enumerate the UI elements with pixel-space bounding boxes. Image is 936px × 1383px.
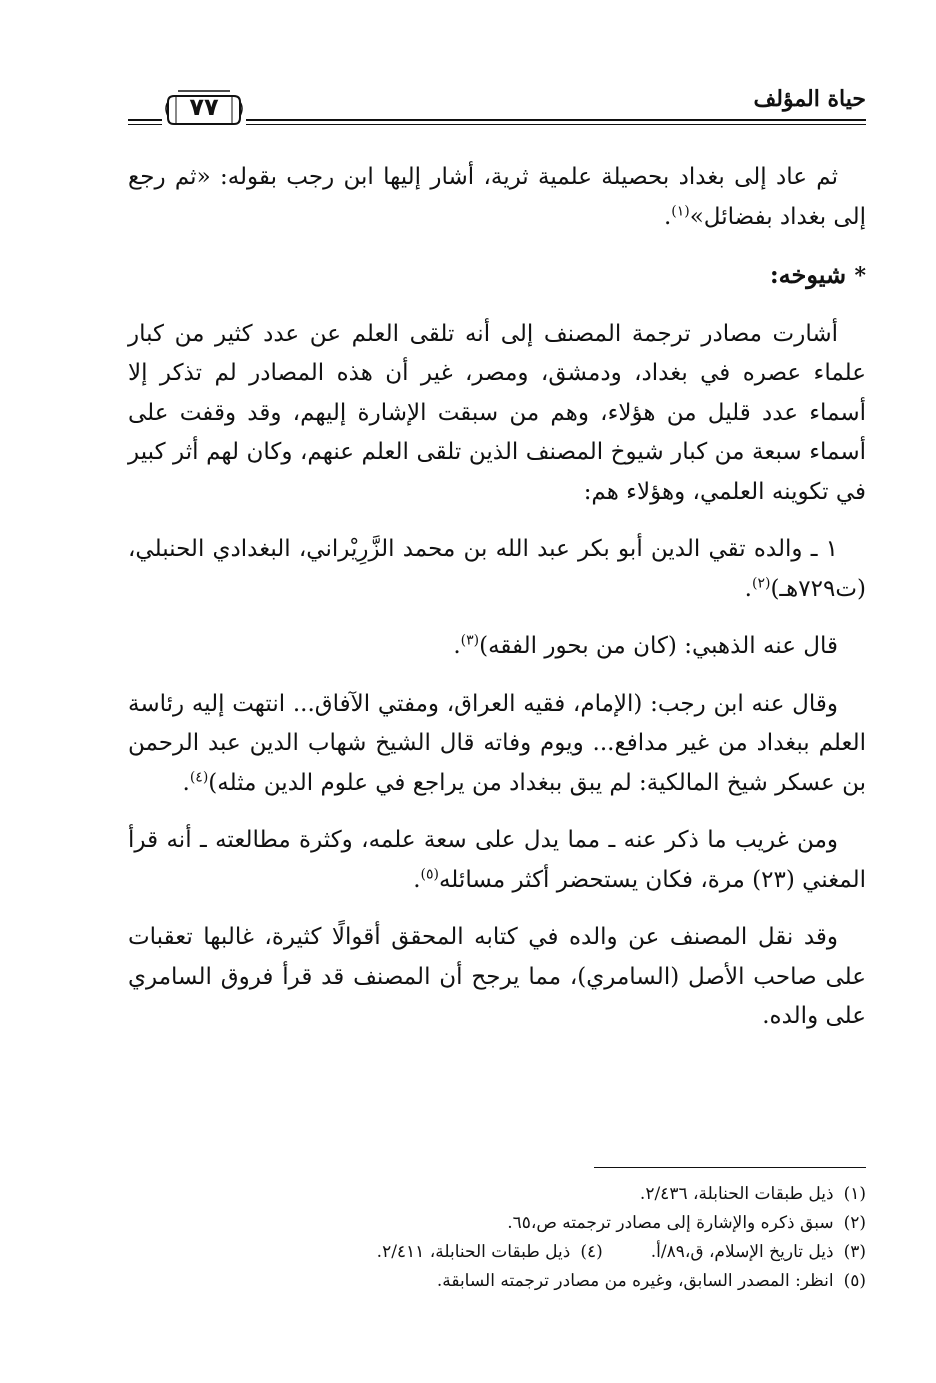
paragraph: أشارت مصادر ترجمة المصنف إلى أنه تلقى العلم عن عدد كثير من كبار علماء عصره في بغداد، ودمشق، ومصر، غير أن هذه المصادر لم تذكر إلا أسماء عدد قليل من هؤلاء، وهم من سبقت الإشارة إليهم، وقد وقفت على أسماء سبعة من كبار شيوخ المصنف الذين تلقى العلم عنهم، وكان لهم أثر كبير في تكوينه العلمي، وهؤلاء هم: bbox=[128, 320, 866, 505]
paragraph-text: قال عنه الذهبي: (كان من بحور الفقه) bbox=[479, 633, 838, 659]
paragraph-text: وقال عنه ابن رجب: (الإمام، فقيه العراق، ومفتي الآفاق... انتهت إليه رئاسة العلم ببغداد من غير مدافع... ويوم وفاته قال الشيخ شهاب الدين عبد الرحمن بن عسكر شيخ المالكية: لم يبق ببغداد من يراجع في علوم الدين مثله) bbox=[128, 690, 866, 796]
star-icon: * bbox=[854, 263, 866, 289]
footnote-ref: (٤) bbox=[189, 768, 209, 785]
footnote-ref: (٣) bbox=[460, 632, 480, 649]
footnote-ref: (١) bbox=[671, 202, 690, 219]
page-number-frame bbox=[164, 88, 244, 126]
main-text bbox=[128, 158, 866, 1037]
paragraph: ومن غريب ما ذكر عنه ـ مما يدل على سعة علمه، وكثرة مطالعته ـ أنه قرأ المغني (٢٣) مرة، فكان يستحضر أكثر مسائله$^{(٥)}$. bbox=[128, 827, 866, 893]
paragraph: وقال عنه ابن رجب: (الإمام، فقيه العراق، ومفتي الآفاق... انتهت إليه رئاسة العلم ببغداد من غير مدافع... ويوم وفاته قال الشيخ شهاب الدين عبد الرحمن بن عسكر شيخ المالكية: لم يبق ببغداد من يراجع في علوم الدين مثله)$^{(٤)}$. bbox=[128, 690, 866, 796]
footnote-number: (١) bbox=[843, 1184, 866, 1204]
running-title: حياة المؤلف bbox=[753, 86, 866, 112]
footnote-ref: (٢) bbox=[751, 574, 771, 591]
paragraph: ثم عاد إلى بغداد بحصيلة علمية ثرية، أشار إليها ابن رجب بقوله: «ثم رجع إلى بغداد بفضائل»$^{(١)}$. bbox=[128, 164, 866, 230]
header-rule-left-thin bbox=[128, 124, 162, 125]
footnote-text: ذيل تاريخ الإسلام، ق،٨٩/أ. bbox=[650, 1242, 834, 1262]
footnote-text: ذيل طبقات الحنابلة، ٢/٤١١. bbox=[376, 1242, 571, 1262]
paragraph-text: ومن غريب ما ذكر عنه ـ مما يدل على سعة علمه، وكثرة مطالعته ـ أنه قرأ المغني (٢٣) مرة، فكان يستحضر أكثر مسائله bbox=[128, 827, 866, 893]
section-heading bbox=[128, 255, 866, 297]
paragraph: وقد نقل المصنف عن والده في كتابه المحقق أقوالًا كثيرة، غالبها تعقبات على صاحب الأصل (السامري)، مما يرجح أن المصنف قد قرأ فروق السامري على والده. bbox=[128, 924, 866, 1029]
heading-text: شيوخه: bbox=[769, 260, 847, 289]
footnote bbox=[128, 1238, 866, 1267]
footnotes bbox=[128, 1180, 866, 1296]
header-rule-thin bbox=[246, 124, 866, 125]
footnote-number: (٥) bbox=[843, 1271, 866, 1291]
page-number: ٧٧ bbox=[189, 93, 219, 121]
paragraph-text: ثم عاد إلى بغداد بحصيلة علمية ثرية، أشار إليها ابن رجب بقوله: «ثم رجع إلى بغداد بفضائل» bbox=[128, 164, 866, 230]
footnote-text: انظر: المصدر السابق، وغيره من مصادر ترجمته السابقة. bbox=[436, 1271, 834, 1291]
footnote bbox=[128, 1180, 866, 1209]
paragraph: ١ ـ والده تقي الدين أبو بكر عبد الله بن محمد الزَّرِيْراني، البغدادي الحنبلي، (ت٧٢٩هـ)$^{(٢)}$. bbox=[128, 536, 866, 602]
footnote-number: (٣) bbox=[843, 1242, 866, 1262]
footnote-text: سبق ذكره والإشارة إلى مصادر ترجمته ص،٦٥. bbox=[507, 1213, 834, 1233]
footnote-divider bbox=[594, 1167, 866, 1168]
footnote-text: ذيل طبقات الحنابلة، ٢/٤٣٦. bbox=[639, 1184, 834, 1204]
footnote-ref: (٥) bbox=[420, 865, 439, 882]
footnote bbox=[128, 1267, 866, 1296]
footnote bbox=[128, 1209, 866, 1238]
page-header bbox=[128, 82, 866, 132]
paragraph-text: ١ ـ والده تقي الدين أبو بكر عبد الله بن محمد الزَّرِيْراني، البغدادي الحنبلي، (ت٧٢٩هـ) bbox=[128, 536, 866, 602]
header-rule bbox=[246, 119, 866, 121]
footnote-number: (٤) bbox=[580, 1242, 603, 1262]
header-rule-left bbox=[128, 119, 162, 121]
footnote-number: (٢) bbox=[843, 1213, 866, 1233]
paragraph: قال عنه الذهبي: (كان من بحور الفقه)$^{(٣)}$. bbox=[453, 632, 838, 659]
